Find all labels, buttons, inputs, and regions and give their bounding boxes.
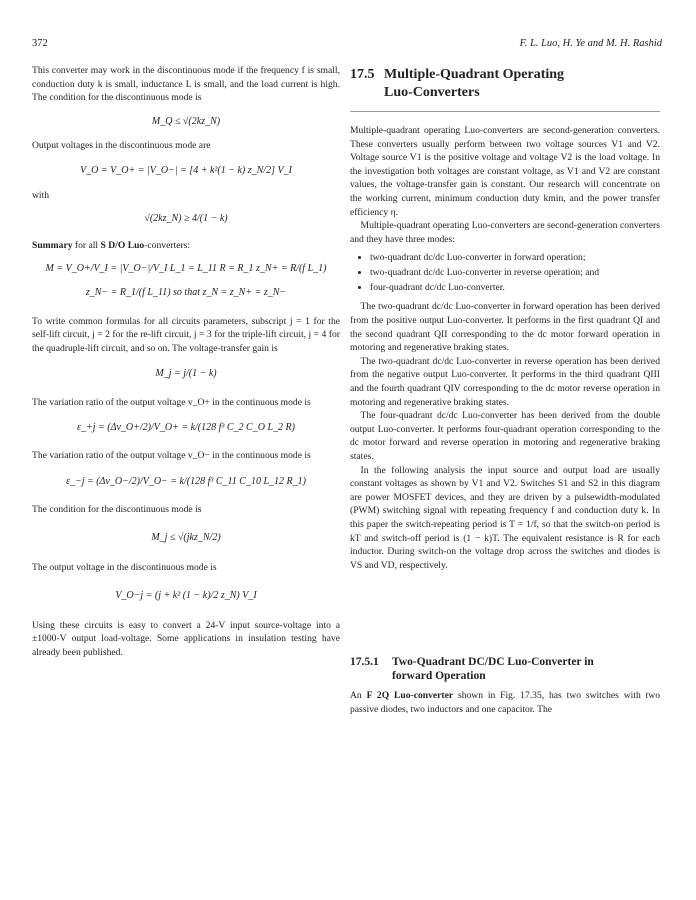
bullet-list — [350, 251, 660, 294]
summary-mid: for all — [72, 239, 101, 251]
equation-text: V_O−j = (j + k² (1 − k)/2 z_N) V_I — [115, 589, 257, 601]
paragraph: Multiple-quadrant operating Luo-converters are second-generation converters. These converters usually perform between two voltage sources V1 and V2. Voltage source V1 is the positive voltage and voltage V2 is the load voltage. In the investigation both voltages are constant voltage, as V1 and V2 are constant values, the voltage-transfer gain is constant. Our research will concentrate on the working current, minimum conduction duty kmin, and the power transfer efficiency η. — [350, 125, 660, 218]
equation-text: M_j = j/(1 − k) — [155, 368, 217, 380]
equation-text: z_N− = R_1/(f L_11) so that z_N = z_N+ = z_N− — [85, 287, 287, 299]
section-number: 17.5 — [350, 67, 375, 82]
equation-voltage-transfer-gain — [32, 367, 340, 381]
paragraph: In the following analysis the input source and output load are usually constant voltages as shown by V1 and V2. Switches S1 and S2 in this diagram are power MOSFET devices, and they are driven by a pulsewidth-modulated (PWM) switching signal with repeating frequency f and conduction duty k. In this paper the switch-repeating period is T = 1/f, so that the switch-on period is kT and switch-off period is (1 − k)T. The equivalent resistance is R for each inductor. During switch-on the voltage drop across the switches and diodes is VS and VD, respectively. — [350, 464, 660, 571]
equation-text: M = V_O+/V_I = |V_O−|/V_I L_1 = L_11 R = R_1 z_N+ = R/(f L_1) — [45, 263, 327, 275]
paragraph: with — [32, 189, 50, 201]
section-heading — [350, 66, 660, 112]
equation-text: M_j ≤ √(jkz_N/2) — [151, 531, 221, 543]
subsection-title-line-1: Two-Quadrant DC/DC Luo-Converter in — [392, 655, 594, 668]
equation-text: √(2kz_N) ≥ 4/(1 − k) — [144, 213, 228, 225]
equation-variation-ratio-positive — [32, 421, 340, 435]
text: shown in Fig. 17.35, has two switches with two passive diodes, two inductors and one capacitor. The — [350, 690, 661, 715]
summary-line — [32, 239, 340, 253]
list-item: • two-quadrant dc/dc Luo-converter in forward operation; — [370, 251, 660, 265]
equation-impedance — [32, 286, 340, 300]
paragraph: The two-quadrant dc/dc Luo-converter in forward operation has been derived from the positive output Luo-converter. It performs in the first quadrant QI and the second quadrant QII corresponding to the dc motor forward operation in motoring and regenerative braking states. — [350, 301, 660, 354]
paragraph: The two-quadrant dc/dc Luo-converter in reverse operation has been derived from the negative output Luo-converter. It performs in the third quadrant QIII and the fourth quadrant QIV corresponding to the dc motor reverse operation in motoring and regenerative braking states. — [350, 355, 660, 408]
equation-gain-definitions — [32, 262, 340, 276]
converter-name: F 2Q Luo-converter — [366, 690, 454, 702]
equation-discontinuous-output-voltage — [32, 589, 340, 603]
summary-converter-name: S D/O Luo — [100, 239, 145, 251]
paragraph — [350, 689, 660, 716]
subsection-number: 17.5.1 — [350, 655, 379, 668]
equation-text: ε_+j = (Δv_O+/2)/V_O+ = k/(128 f³ C_2 C_O L_2 R) — [77, 422, 295, 434]
paragraph: The variation ratio of the output voltage v_O− in the continuous mode is — [32, 450, 311, 462]
section-title-line-1: Multiple-Quadrant Operating — [384, 67, 565, 82]
summary-label: Summary — [32, 239, 73, 251]
equation-text: M_Q ≤ √(2kz_N) — [151, 115, 221, 127]
section-title-line-2: Luo-Converters — [384, 84, 480, 100]
paragraph: To write common formulas for all circuits parameters, subscript j = 1 for the self-lift circuit, j = 2 for the re-lift circuit, j = 3 for the triple-lift circuit, j = 4 for the quadruple-lift circuit, and so on. The voltage-transfer gain is — [32, 315, 340, 354]
left-column — [32, 64, 340, 660]
summary-tail: -converters: — [144, 239, 191, 251]
list-item: • four-quadrant dc/dc Luo-converter. — [370, 281, 660, 295]
paragraph: The four-quadrant dc/dc Luo-converter has been derived from the double output Luo-converter. It performs four-quadrant operation corresponding to the dc motor forward and reverse operation in motoring and regenerative braking states. — [350, 410, 660, 463]
right-column — [350, 64, 660, 716]
paragraph: This converter may work in the discontinuous mode if the frequency f is small, conduction duty k is small, inductance L is small, and the load current is high. The condition for the discontinuous mode is — [32, 65, 340, 104]
paragraph: The variation ratio of the output voltage v_O+ in the continuous mode is — [32, 396, 311, 408]
paragraph: Using these circuits is easy to convert a 24-V input source-voltage into a ±1000-V output load-voltage. Some applications in insulation testing have already been published. — [32, 619, 340, 659]
page-number: 372 — [32, 38, 48, 49]
paragraph: Multiple-quadrant operating Luo-converters are second-generation converters and they have three modes: — [350, 220, 660, 245]
equation-text: V_O = V_O+ = |V_O−| = [4 + k²(1 − k) z_N/2] V_I — [80, 164, 292, 176]
paragraph: The output voltage in the discontinuous mode is — [32, 562, 217, 573]
equation-discontinuous-mode — [32, 531, 340, 545]
equation-condition — [32, 212, 340, 226]
equation-variation-ratio-negative — [32, 475, 340, 489]
subsection-heading — [350, 655, 660, 684]
equation-text: ε_−j = (Δv_O−/2)/V_O− = k/(128 f³ C_11 C_10 L_12 R_1) — [66, 476, 306, 488]
running-header-authors: F. L. Luo, H. Ye and M. H. Rashid — [519, 38, 662, 49]
paragraph: Output voltages in the discontinuous mode are — [32, 140, 211, 152]
spacer — [350, 573, 660, 655]
subsection-title-line-2: forward Operation — [392, 669, 486, 682]
list-item: • two-quadrant dc/dc Luo-converter in reverse operation; and — [370, 266, 660, 280]
equation-discontinuous-condition — [32, 115, 340, 129]
paragraph: The condition for the discontinuous mode is — [32, 504, 202, 516]
equation-output-voltage — [32, 164, 340, 178]
text: An — [350, 690, 367, 702]
